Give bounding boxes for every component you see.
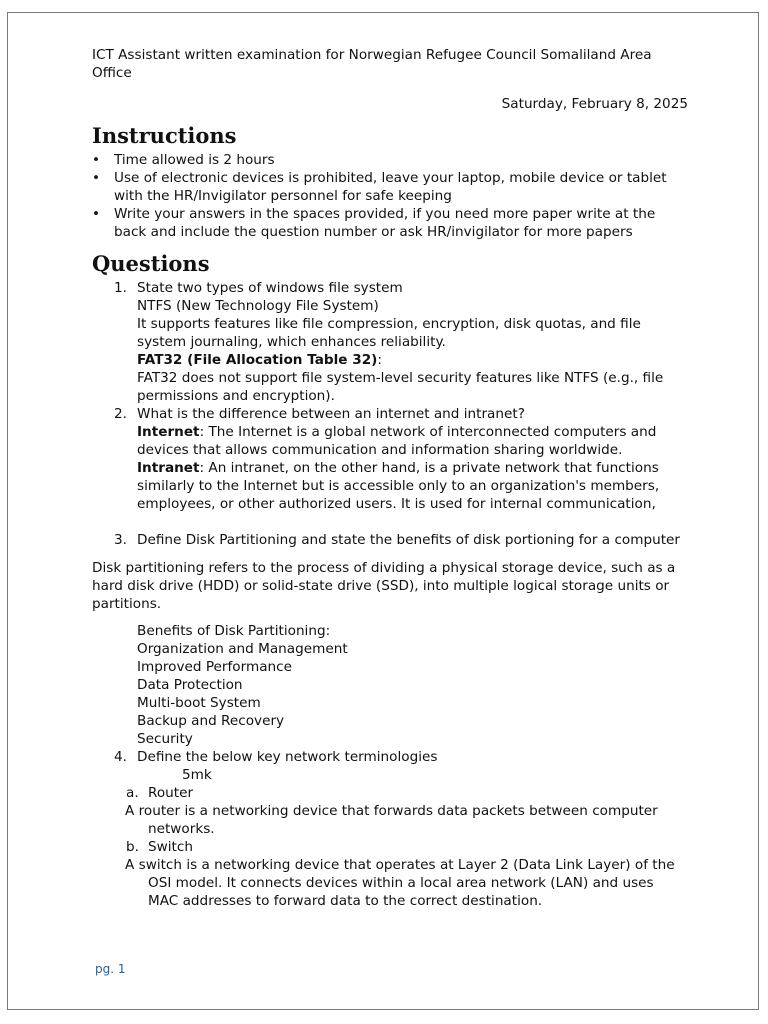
question-2 (92, 405, 688, 513)
answer-internet-desc: : The Internet is a global network of interconnected computers and devices that allows communication and information sharing worldwide. (137, 424, 657, 458)
benefit-item: Backup and Recovery (137, 713, 285, 729)
document-title: ICT Assistant written examination for Norwegian Refugee Council Somaliland Area Office (92, 47, 652, 81)
instruction-item: • Use of electronic devices is prohibited, leave your laptop, mobile device or tablet with the HR/Invigilator personnel for safe keeping (92, 169, 688, 205)
spacer (92, 549, 688, 559)
question-text: State two types of windows file system (137, 280, 403, 296)
subquestion-label: b. (126, 839, 139, 855)
benefit-item: Organization and Management (137, 641, 348, 657)
document-date: Saturday, February 8, 2025 (501, 96, 688, 112)
benefit-item: Improved Performance (137, 659, 292, 675)
question-text: Define the below key network terminologies (137, 749, 438, 765)
questions-heading: Questions (92, 251, 210, 276)
document-page (7, 12, 759, 1010)
subquestion-term: Switch (148, 839, 193, 855)
benefits-list (92, 622, 688, 748)
answer-intranet (137, 459, 688, 513)
question-4 (92, 748, 688, 766)
instructions-heading: Instructions (92, 123, 237, 148)
question-1 (92, 279, 688, 405)
answer-internet (137, 423, 688, 459)
instructions-list (92, 151, 688, 241)
question-number: 3. (114, 532, 127, 548)
benefit-item: Security (137, 731, 193, 747)
benefit-item: Multi-boot System (137, 695, 261, 711)
answer-fat32-heading (137, 351, 688, 369)
subquestion-term: Router (148, 785, 194, 801)
answer-intranet-label: Intranet (137, 460, 200, 476)
question-number: 1. (114, 280, 127, 296)
answer-internet-label: Internet (137, 424, 200, 440)
question-3 (92, 531, 688, 549)
spacer (92, 513, 688, 531)
answer-fat32-desc: FAT32 does not support file system-level security features like NTFS (e.g., file permissions and encryption). (137, 370, 664, 404)
subquestion-b (92, 838, 688, 856)
instruction-item: • Time allowed is 2 hours (92, 151, 688, 169)
answer-fat32-title: FAT32 (File Allocation Table 32) (137, 352, 378, 368)
question-number: 4. (114, 749, 127, 765)
answer-intranet-desc: : An intranet, on the other hand, is a private network that functions similarly to the Internet but is accessible only to an organization's members, employees, or other authorized users. It is used for internal communication, (137, 460, 660, 512)
benefits-title: Benefits of Disk Partitioning: (137, 623, 331, 639)
question-text: Define Disk Partitioning and state the benefits of disk portioning for a computer (137, 532, 680, 548)
page-number: pg. 1 (95, 962, 126, 976)
question-text: What is the difference between an internet and intranet? (137, 406, 525, 422)
question-number: 2. (114, 406, 127, 422)
answer-disk-partitioning: Disk partitioning refers to the process of dividing a physical storage device, such as a hard disk drive (HDD) or solid-state drive (SSD), into multiple logical storage units or partitions. (92, 560, 676, 612)
page-content (92, 46, 688, 910)
answer-ntfs-title: NTFS (New Technology File System) (137, 298, 379, 314)
subquestion-a (92, 784, 688, 802)
answer-ntfs-desc: It supports features like file compression, encryption, disk quotas, and file system journaling, which enhances reliability. (137, 316, 641, 350)
answer-switch: A switch is a networking device that operates at Layer 2 (Data Link Layer) of the OSI model. It connects devices within a local area network (LAN) and uses MAC addresses to forward data to the correct destination. (125, 857, 675, 909)
subquestion-label: a. (126, 785, 139, 801)
answer-router: A router is a networking device that forwards data packets between computer networks. (125, 803, 658, 837)
benefit-item: Data Protection (137, 677, 243, 693)
answer-fat32-colon: : (377, 352, 382, 368)
question-marks: 5mk (182, 767, 212, 783)
instruction-item: • Write your answers in the spaces provided, if you need more paper write at the back and include the question number or ask HR/invigilator for more papers (92, 205, 688, 241)
